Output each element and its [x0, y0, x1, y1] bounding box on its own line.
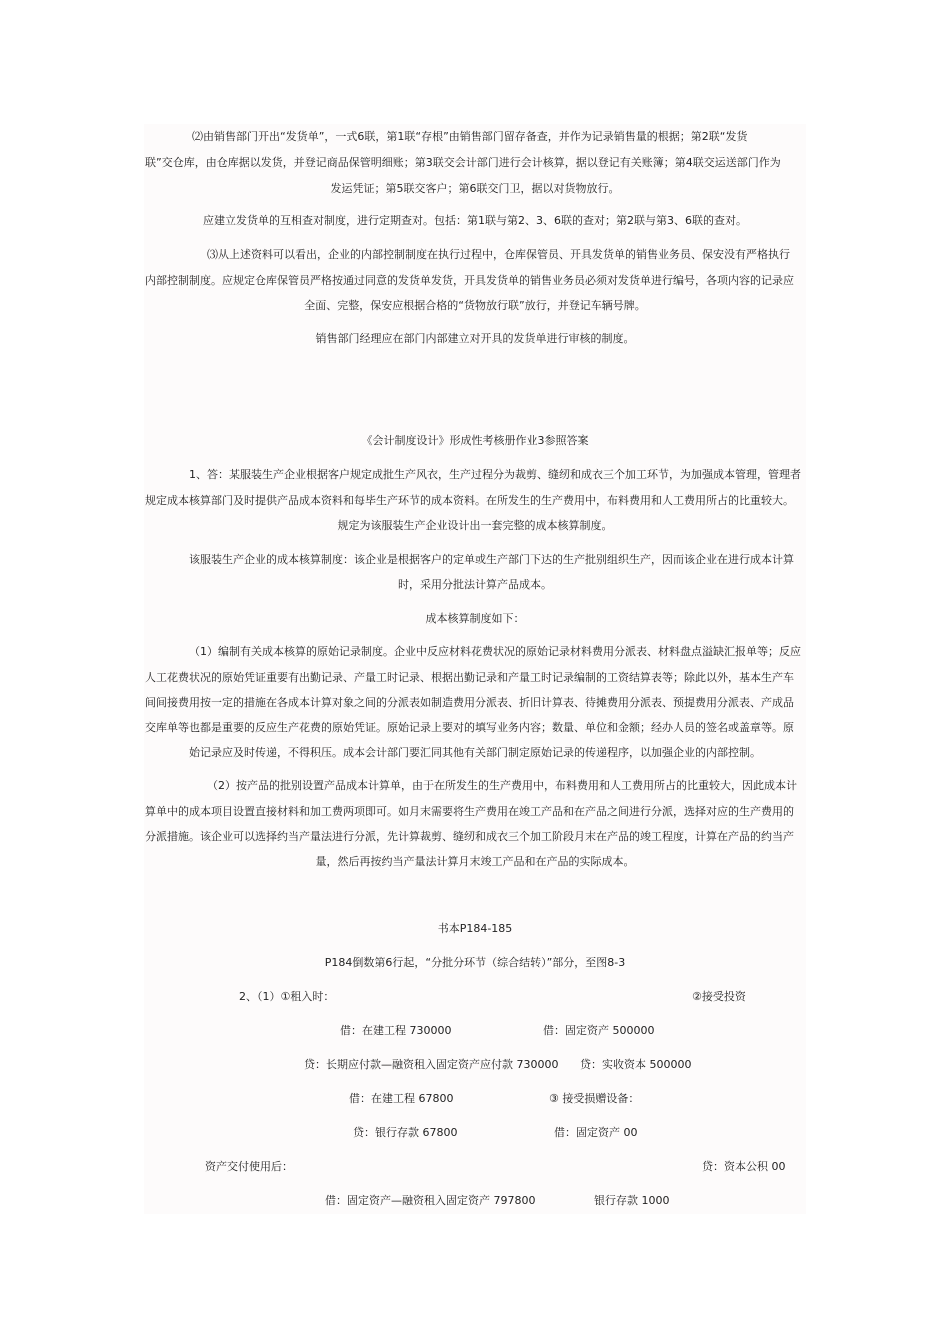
entry-4-right: 借：固定资产 00: [554, 1126, 638, 1139]
entry-4-left: 贷：银行存款 67800: [353, 1126, 458, 1139]
book-reference-detail: P184倒数第6行起，“分批分环节（综合结转）”部分，至图8-3: [324, 956, 626, 969]
entry-2-right: 贷：实收资本 500000: [580, 1058, 692, 1071]
paragraph-2: 应建立发货单的互相查对制度，进行定期查对。包括：第1联与第2、3、6联的查对；第2联与第3、6联的查对。: [203, 214, 747, 227]
subheading: 成本核算制度如下：: [425, 612, 525, 625]
entry-3-right: ③ 接受损赠设备：: [549, 1092, 640, 1105]
section-1-line-4: 交库单等也都是重要的反应生产花费的原始凭证。原始记录上要对的填写业务内容；数量、单位和金额；经办人员的签名或盖章等。原: [145, 721, 794, 734]
question-2-label: 2、（1）①租入时：: [239, 990, 335, 1003]
paragraph-3-line-2: 内部控制制度。应规定仓库保管员严格按通过同意的发货单发货，开具发货单的销售业务员必须对发货单进行编号，各项内容的记录应: [145, 274, 794, 287]
section-1-line-5: 始记录应及时传递，不得积压。成本会计部门要汇同其他有关部门制定原始记录的传递程序，以加强企业的内部控制。: [189, 746, 761, 759]
answer-1-line-1: 该服装生产企业的成本核算制度：该企业是根据客户的定单或生产部门下达的生产批别组织生产，因而该企业在进行成本计算: [189, 553, 794, 566]
document-page: [144, 124, 806, 1214]
question-1-line-1: 1、答：某服装生产企业根据客户规定成批生产风衣，生产过程分为裁剪、缝纫和成衣三个加工环节，为加强成本管理，管理者: [189, 468, 801, 481]
paragraph-1-line-3: 发运凭证；第5联交客户；第6联交门卫，据以对货物放行。: [330, 182, 620, 195]
entry-6-right: 银行存款 1000: [594, 1194, 670, 1207]
section-title: 《会计制度设计》形成性考核册作业3参照答案: [361, 434, 589, 447]
paragraph-1-line-2: 联”交仓库，由仓库据以发货，并登记商品保管明细账；第3联交会计部门进行会计核算，据以登记有关账簿；第4联交运送部门作为: [145, 156, 781, 169]
receive-investment-label: ②接受投资: [692, 990, 746, 1003]
section-2-line-4: 量，然后再按约当产量法计算月末竣工产品和在产品的实际成本。: [315, 855, 635, 868]
entry-3-left: 借：在建工程 67800: [349, 1092, 454, 1105]
paragraph-3-line-1: ⑶从上述资料可以看出，企业的内部控制制度在执行过程中，仓库保管员、开具发货单的销售业务员、保安没有严格执行: [207, 248, 790, 261]
paragraph-1-line-1: ⑵由销售部门开出“发货单”，一式6联，第1联“存根”由销售部门留存备查，并作为记录销售量的根据；第2联“发货: [192, 130, 748, 143]
entry-1-right: 借：固定资产 500000: [543, 1024, 655, 1037]
section-2-line-3: 分派措施。该企业可以选择约当产量法进行分派，先计算裁剪、缝纫和成衣三个加工阶段月末在产品的竣工程度，计算在产品的约当产: [145, 830, 794, 843]
entry-5-left: 资产交付使用后：: [205, 1160, 293, 1173]
section-1-line-1: （1）编制有关成本核算的原始记录制度。企业中反应材料花费状况的原始记录材料费用分派表、材料盘点溢缺汇报单等；反应: [189, 645, 801, 658]
section-2-line-1: （2）按产品的批别设置产品成本计算单，由于在所发生的生产费用中，布料费用和人工费用所占的比重较大，因此成本计: [207, 779, 797, 792]
paragraph-4: 销售部门经理应在部门内部建立对开具的发货单进行审核的制度。: [315, 332, 635, 345]
answer-1-line-2: 时，采用分批法计算产品成本。: [398, 578, 552, 591]
question-1-line-3: 规定为该服装生产企业设计出一套完整的成本核算制度。: [337, 519, 613, 532]
entry-1-left: 借：在建工程 730000: [340, 1024, 452, 1037]
section-1-line-2: 人工花费状况的原始凭证重要有出勤记录、产量工时记录、根据出勤记录和产量工时记录编制的工资结算表等；除此以外，基本生产车: [145, 671, 794, 684]
section-1-line-3: 间间接费用按一定的措施在各成本计算对象之间的分派表如制造费用分派表、折旧计算表、待摊费用分派表、预提费用分派表、产成品: [145, 696, 794, 709]
book-reference: 书本P184-185: [437, 922, 513, 935]
section-2-line-2: 算单中的成本项目设置直接材料和加工费两项即可。如月末需要将生产费用在竣工产品和在产品之间进行分派，选择对应的生产费用的: [145, 805, 794, 818]
entry-6-left: 借：固定资产—融资租入固定资产 797800: [325, 1194, 536, 1207]
entry-5-right: 贷：资本公积 00: [702, 1160, 786, 1173]
question-1-line-2: 规定成本核算部门及时提供产品成本资料和每毕生产环节的成本资料。在所发生的生产费用中，布料费用和人工费用所占的比重较大。: [145, 494, 794, 507]
paragraph-3-line-3: 全面、完整，保安应根据合格的“货物放行联”放行，并登记车辆号牌。: [304, 299, 646, 312]
entry-2-left: 贷：长期应付款—融资租入固定资产应付款 730000: [304, 1058, 559, 1071]
